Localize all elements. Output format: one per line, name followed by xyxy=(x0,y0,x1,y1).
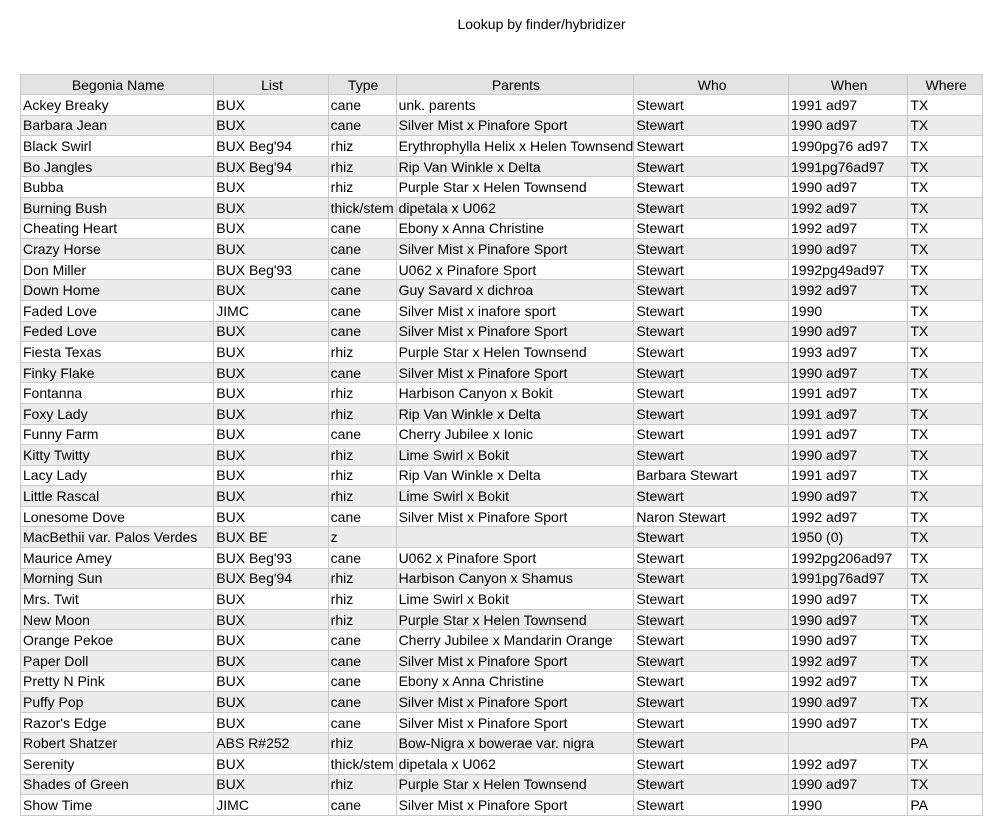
type-cell: cane xyxy=(328,362,396,383)
where-cell: TX xyxy=(908,671,983,692)
list-cell: JIMC xyxy=(214,795,328,816)
who-cell: Stewart xyxy=(634,156,789,177)
column-header-where: Where xyxy=(908,75,983,95)
when-cell: 1992 ad97 xyxy=(789,218,908,239)
begonia-name-cell: Barbara Jean xyxy=(21,115,214,136)
begonia-name-cell: Shades of Green xyxy=(21,774,214,795)
type-cell: cane xyxy=(328,115,396,136)
list-cell: BUX Beg'94 xyxy=(214,136,328,157)
table-row xyxy=(21,362,983,383)
column-header-parents: Parents xyxy=(396,75,634,95)
where-cell: TX xyxy=(908,568,983,589)
parents-cell: U062 x Pinafore Sport xyxy=(396,259,634,280)
where-cell: TX xyxy=(908,383,983,404)
parents-cell: Harbison Canyon x Bokit xyxy=(396,383,634,404)
begonia-name-cell: Little Rascal xyxy=(21,486,214,507)
type-cell: rhiz xyxy=(328,383,396,404)
parents-cell: Purple Star x Helen Townsend xyxy=(396,609,634,630)
begonia-name-cell: Bubba xyxy=(21,177,214,198)
list-cell: BUX xyxy=(214,424,328,445)
parents-cell: Lime Swirl x Bokit xyxy=(396,445,634,466)
table-row xyxy=(21,239,983,260)
who-cell: Stewart xyxy=(634,218,789,239)
parents-cell: Silver Mist x Pinafore Sport xyxy=(396,795,634,816)
when-cell: 1990pg76 ad97 xyxy=(789,136,908,157)
parents-cell: dipetala x U062 xyxy=(396,197,634,218)
who-cell: Stewart xyxy=(634,95,789,116)
where-cell: TX xyxy=(908,506,983,527)
table-row xyxy=(21,568,983,589)
table-row xyxy=(21,342,983,363)
when-cell: 1990 ad97 xyxy=(789,486,908,507)
table-row xyxy=(21,136,983,157)
where-cell: TX xyxy=(908,342,983,363)
who-cell: Stewart xyxy=(634,136,789,157)
parents-cell: Ebony x Anna Christine xyxy=(396,671,634,692)
where-cell: PA xyxy=(908,795,983,816)
type-cell: z xyxy=(328,527,396,548)
table-row xyxy=(21,197,983,218)
type-cell: cane xyxy=(328,651,396,672)
table-body xyxy=(21,95,983,816)
table-row xyxy=(21,259,983,280)
table-row xyxy=(21,795,983,816)
when-cell: 1991 ad97 xyxy=(789,403,908,424)
where-cell: TX xyxy=(908,445,983,466)
type-cell: rhiz xyxy=(328,609,396,630)
list-cell: BUX Beg'93 xyxy=(214,548,328,569)
parents-cell: Silver Mist x Pinafore Sport xyxy=(396,712,634,733)
parents-cell: Rip Van Winkle x Delta xyxy=(396,156,634,177)
begonia-name-cell: Morning Sun xyxy=(21,568,214,589)
when-cell: 1990 ad97 xyxy=(789,115,908,136)
type-cell: cane xyxy=(328,280,396,301)
parents-cell: Purple Star x Helen Townsend xyxy=(396,774,634,795)
type-cell: rhiz xyxy=(328,156,396,177)
parents-cell: U062 x Pinafore Sport xyxy=(396,548,634,569)
type-cell: cane xyxy=(328,548,396,569)
page-title: Lookup by finder/hybridizer xyxy=(457,16,626,32)
when-cell: 1990 xyxy=(789,795,908,816)
begonia-name-cell: Kitty Twitty xyxy=(21,445,214,466)
parents-cell: Erythrophylla Helix x Helen Townsend xyxy=(396,136,634,157)
who-cell: Stewart xyxy=(634,527,789,548)
where-cell: TX xyxy=(908,239,983,260)
who-cell: Stewart xyxy=(634,589,789,610)
who-cell: Naron Stewart xyxy=(634,506,789,527)
when-cell: 1991 ad97 xyxy=(789,95,908,116)
begonia-name-cell: Ackey Breaky xyxy=(21,95,214,116)
parents-cell: Purple Star x Helen Townsend xyxy=(396,342,634,363)
list-cell: BUX xyxy=(214,321,328,342)
when-cell: 1990 ad97 xyxy=(789,239,908,260)
list-cell: BUX xyxy=(214,177,328,198)
begonia-name-cell: Finky Flake xyxy=(21,362,214,383)
where-cell: TX xyxy=(908,259,983,280)
type-cell: cane xyxy=(328,321,396,342)
table-row xyxy=(21,774,983,795)
begonia-name-cell: Bo Jangles xyxy=(21,156,214,177)
when-cell: 1950 (0) xyxy=(789,527,908,548)
type-cell: cane xyxy=(328,692,396,713)
list-cell: BUX xyxy=(214,630,328,651)
begonia-name-cell: Crazy Horse xyxy=(21,239,214,260)
list-cell: BUX Beg'94 xyxy=(214,568,328,589)
when-cell: 1992 ad97 xyxy=(789,671,908,692)
table-row xyxy=(21,424,983,445)
list-cell: BUX xyxy=(214,712,328,733)
list-cell: BUX xyxy=(214,362,328,383)
when-cell: 1990 ad97 xyxy=(789,712,908,733)
type-cell: cane xyxy=(328,218,396,239)
who-cell: Stewart xyxy=(634,795,789,816)
when-cell: 1990 ad97 xyxy=(789,445,908,466)
table-row xyxy=(21,630,983,651)
type-cell: rhiz xyxy=(328,136,396,157)
who-cell: Stewart xyxy=(634,651,789,672)
list-cell: BUX xyxy=(214,754,328,775)
table-row xyxy=(21,280,983,301)
begonia-name-cell: Cheating Heart xyxy=(21,218,214,239)
who-cell: Stewart xyxy=(634,362,789,383)
begonia-name-cell: Fontanna xyxy=(21,383,214,404)
type-cell: rhiz xyxy=(328,568,396,589)
who-cell: Stewart xyxy=(634,630,789,651)
begonia-name-cell: Burning Bush xyxy=(21,197,214,218)
where-cell: TX xyxy=(908,465,983,486)
list-cell: BUX xyxy=(214,506,328,527)
table-row xyxy=(21,692,983,713)
list-cell: BUX xyxy=(214,342,328,363)
begonia-name-cell: Lonesome Dove xyxy=(21,506,214,527)
when-cell: 1990 ad97 xyxy=(789,609,908,630)
where-cell: TX xyxy=(908,177,983,198)
table-row xyxy=(21,218,983,239)
parents-cell: Purple Star x Helen Townsend xyxy=(396,177,634,198)
when-cell: 1990 ad97 xyxy=(789,589,908,610)
begonia-name-cell: Down Home xyxy=(21,280,214,301)
list-cell: BUX xyxy=(214,651,328,672)
where-cell: TX xyxy=(908,692,983,713)
begonia-name-cell: Paper Doll xyxy=(21,651,214,672)
where-cell: TX xyxy=(908,774,983,795)
table-row xyxy=(21,445,983,466)
parents-cell: Silver Mist x Pinafore Sport xyxy=(396,115,634,136)
where-cell: TX xyxy=(908,424,983,445)
parents-cell: Guy Savard x dichroa xyxy=(396,280,634,301)
list-cell: BUX xyxy=(214,486,328,507)
table-row xyxy=(21,300,983,321)
begonia-name-cell: MacBethii var. Palos Verdes xyxy=(21,527,214,548)
table-row xyxy=(21,506,983,527)
when-cell: 1991pg76ad97 xyxy=(789,156,908,177)
begonia-name-cell: Puffy Pop xyxy=(21,692,214,713)
begonia-name-cell: Funny Farm xyxy=(21,424,214,445)
who-cell: Stewart xyxy=(634,280,789,301)
when-cell: 1992 ad97 xyxy=(789,197,908,218)
parents-cell: Ebony x Anna Christine xyxy=(396,218,634,239)
type-cell: rhiz xyxy=(328,486,396,507)
where-cell: TX xyxy=(908,95,983,116)
begonia-name-cell: Robert Shatzer xyxy=(21,733,214,754)
parents-cell: Cherry Jubilee x Mandarin Orange xyxy=(396,630,634,651)
type-cell: cane xyxy=(328,712,396,733)
parents-cell: Rip Van Winkle x Delta xyxy=(396,465,634,486)
begonia-name-cell: Pretty N Pink xyxy=(21,671,214,692)
who-cell: Stewart xyxy=(634,239,789,260)
table-row xyxy=(21,403,983,424)
begonia-name-cell: Fiesta Texas xyxy=(21,342,214,363)
when-cell: 1993 ad97 xyxy=(789,342,908,363)
begonia-name-cell: New Moon xyxy=(21,609,214,630)
type-cell: cane xyxy=(328,300,396,321)
when-cell: 1990 ad97 xyxy=(789,630,908,651)
where-cell: TX xyxy=(908,609,983,630)
begonia-name-cell: Feded Love xyxy=(21,321,214,342)
type-cell: rhiz xyxy=(328,445,396,466)
when-cell: 1990 ad97 xyxy=(789,774,908,795)
table-row xyxy=(21,754,983,775)
table-row xyxy=(21,609,983,630)
list-cell: BUX xyxy=(214,465,328,486)
list-cell: ABS R#252 xyxy=(214,733,328,754)
who-cell: Stewart xyxy=(634,548,789,569)
type-cell: rhiz xyxy=(328,589,396,610)
when-cell: 1992pg49ad97 xyxy=(789,259,908,280)
when-cell: 1990 ad97 xyxy=(789,692,908,713)
when-cell: 1990 ad97 xyxy=(789,362,908,383)
when-cell: 1990 xyxy=(789,300,908,321)
who-cell: Stewart xyxy=(634,259,789,280)
where-cell: PA xyxy=(908,733,983,754)
who-cell: Stewart xyxy=(634,609,789,630)
who-cell: Stewart xyxy=(634,568,789,589)
who-cell: Stewart xyxy=(634,321,789,342)
when-cell: 1990 ad97 xyxy=(789,321,908,342)
when-cell: 1992 ad97 xyxy=(789,651,908,672)
type-cell: cane xyxy=(328,671,396,692)
when-cell: 1991 ad97 xyxy=(789,465,908,486)
who-cell: Stewart xyxy=(634,692,789,713)
type-cell: cane xyxy=(328,239,396,260)
begonia-name-cell: Serenity xyxy=(21,754,214,775)
list-cell: BUX xyxy=(214,774,328,795)
when-cell: 1992 ad97 xyxy=(789,506,908,527)
when-cell: 1990 ad97 xyxy=(789,177,908,198)
where-cell: TX xyxy=(908,403,983,424)
parents-cell xyxy=(396,527,634,548)
parents-cell: unk. parents xyxy=(396,95,634,116)
list-cell: BUX BE xyxy=(214,527,328,548)
parents-cell: Silver Mist x Pinafore Sport xyxy=(396,362,634,383)
list-cell: BUX xyxy=(214,95,328,116)
begonia-name-cell: Orange Pekoe xyxy=(21,630,214,651)
parents-cell: Lime Swirl x Bokit xyxy=(396,589,634,610)
where-cell: TX xyxy=(908,486,983,507)
begonia-name-cell: Mrs. Twit xyxy=(21,589,214,610)
list-cell: BUX xyxy=(214,589,328,610)
who-cell: Stewart xyxy=(634,774,789,795)
column-header-begonia-name: Begonia Name xyxy=(21,75,214,95)
list-cell: BUX Beg'94 xyxy=(214,156,328,177)
table-row xyxy=(21,651,983,672)
where-cell: TX xyxy=(908,527,983,548)
where-cell: TX xyxy=(908,156,983,177)
begonia-name-cell: Maurice Amey xyxy=(21,548,214,569)
table-row xyxy=(21,671,983,692)
table-row xyxy=(21,527,983,548)
where-cell: TX xyxy=(908,300,983,321)
where-cell: TX xyxy=(908,197,983,218)
begonia-name-cell: Razor's Edge xyxy=(21,712,214,733)
type-cell: thick/stem xyxy=(328,197,396,218)
parents-cell: dipetala x U062 xyxy=(396,754,634,775)
begonia-name-cell: Don Miller xyxy=(21,259,214,280)
parents-cell: Silver Mist x inafore sport xyxy=(396,300,634,321)
column-header-type: Type xyxy=(328,75,396,95)
list-cell: BUX xyxy=(214,692,328,713)
when-cell: 1992 ad97 xyxy=(789,280,908,301)
where-cell: TX xyxy=(908,712,983,733)
where-cell: TX xyxy=(908,362,983,383)
who-cell: Stewart xyxy=(634,671,789,692)
where-cell: TX xyxy=(908,321,983,342)
column-header-list: List xyxy=(214,75,328,95)
who-cell: Stewart xyxy=(634,754,789,775)
parents-cell: Silver Mist x Pinafore Sport xyxy=(396,506,634,527)
where-cell: TX xyxy=(908,589,983,610)
when-cell: 1991 ad97 xyxy=(789,424,908,445)
begonia-name-cell: Faded Love xyxy=(21,300,214,321)
where-cell: TX xyxy=(908,651,983,672)
who-cell: Stewart xyxy=(634,403,789,424)
type-cell: cane xyxy=(328,795,396,816)
table-row xyxy=(21,486,983,507)
type-cell: rhiz xyxy=(328,733,396,754)
list-cell: JIMC xyxy=(214,300,328,321)
who-cell: Stewart xyxy=(634,115,789,136)
type-cell: cane xyxy=(328,424,396,445)
who-cell: Stewart xyxy=(634,424,789,445)
table-header-row xyxy=(21,75,983,95)
where-cell: TX xyxy=(908,280,983,301)
list-cell: BUX xyxy=(214,445,328,466)
table-row xyxy=(21,177,983,198)
type-cell: rhiz xyxy=(328,177,396,198)
who-cell: Stewart xyxy=(634,342,789,363)
who-cell: Stewart xyxy=(634,197,789,218)
table-row xyxy=(21,465,983,486)
who-cell: Stewart xyxy=(634,733,789,754)
type-cell: rhiz xyxy=(328,465,396,486)
parents-cell: Cherry Jubilee x Ionic xyxy=(396,424,634,445)
list-cell: BUX xyxy=(214,671,328,692)
list-cell: BUX Beg'93 xyxy=(214,259,328,280)
table-row xyxy=(21,383,983,404)
column-header-who: Who xyxy=(634,75,789,95)
table-row xyxy=(21,95,983,116)
who-cell: Stewart xyxy=(634,383,789,404)
type-cell: thick/stem xyxy=(328,754,396,775)
type-cell: rhiz xyxy=(328,342,396,363)
type-cell: cane xyxy=(328,630,396,651)
where-cell: TX xyxy=(908,115,983,136)
table-row xyxy=(21,733,983,754)
type-cell: cane xyxy=(328,95,396,116)
where-cell: TX xyxy=(908,218,983,239)
who-cell: Stewart xyxy=(634,177,789,198)
begonia-name-cell: Show Time xyxy=(21,795,214,816)
parents-cell: Lime Swirl x Bokit xyxy=(396,486,634,507)
where-cell: TX xyxy=(908,136,983,157)
who-cell: Stewart xyxy=(634,300,789,321)
parents-cell: Silver Mist x Pinafore Sport xyxy=(396,651,634,672)
begonia-name-cell: Black Swirl xyxy=(21,136,214,157)
when-cell: 1992pg206ad97 xyxy=(789,548,908,569)
when-cell: 1991 ad97 xyxy=(789,383,908,404)
when-cell xyxy=(789,733,908,754)
list-cell: BUX xyxy=(214,115,328,136)
parents-cell: Silver Mist x Pinafore Sport xyxy=(396,692,634,713)
begonia-name-cell: Foxy Lady xyxy=(21,403,214,424)
list-cell: BUX xyxy=(214,239,328,260)
who-cell: Stewart xyxy=(634,445,789,466)
list-cell: BUX xyxy=(214,218,328,239)
when-cell: 1991pg76ad97 xyxy=(789,568,908,589)
who-cell: Barbara Stewart xyxy=(634,465,789,486)
list-cell: BUX xyxy=(214,609,328,630)
where-cell: TX xyxy=(908,630,983,651)
parents-cell: Harbison Canyon x Shamus xyxy=(396,568,634,589)
parents-cell: Rip Van Winkle x Delta xyxy=(396,403,634,424)
who-cell: Stewart xyxy=(634,712,789,733)
parents-cell: Bow-Nigra x bowerae var. nigra xyxy=(396,733,634,754)
parents-cell: Silver Mist x Pinafore Sport xyxy=(396,321,634,342)
when-cell: 1992 ad97 xyxy=(789,754,908,775)
list-cell: BUX xyxy=(214,403,328,424)
parents-cell: Silver Mist x Pinafore Sport xyxy=(396,239,634,260)
type-cell: rhiz xyxy=(328,774,396,795)
table-row xyxy=(21,156,983,177)
finder-lookup-table-wrapper xyxy=(20,74,983,816)
begonia-name-cell: Lacy Lady xyxy=(21,465,214,486)
type-cell: cane xyxy=(328,259,396,280)
where-cell: TX xyxy=(908,548,983,569)
type-cell: cane xyxy=(328,506,396,527)
table-row xyxy=(21,321,983,342)
who-cell: Stewart xyxy=(634,486,789,507)
type-cell: rhiz xyxy=(328,403,396,424)
table-row xyxy=(21,712,983,733)
finder-lookup-table xyxy=(20,74,983,816)
table-row xyxy=(21,548,983,569)
list-cell: BUX xyxy=(214,197,328,218)
list-cell: BUX xyxy=(214,280,328,301)
table-row xyxy=(21,589,983,610)
list-cell: BUX xyxy=(214,383,328,404)
table-row xyxy=(21,115,983,136)
where-cell: TX xyxy=(908,754,983,775)
column-header-when: When xyxy=(789,75,908,95)
